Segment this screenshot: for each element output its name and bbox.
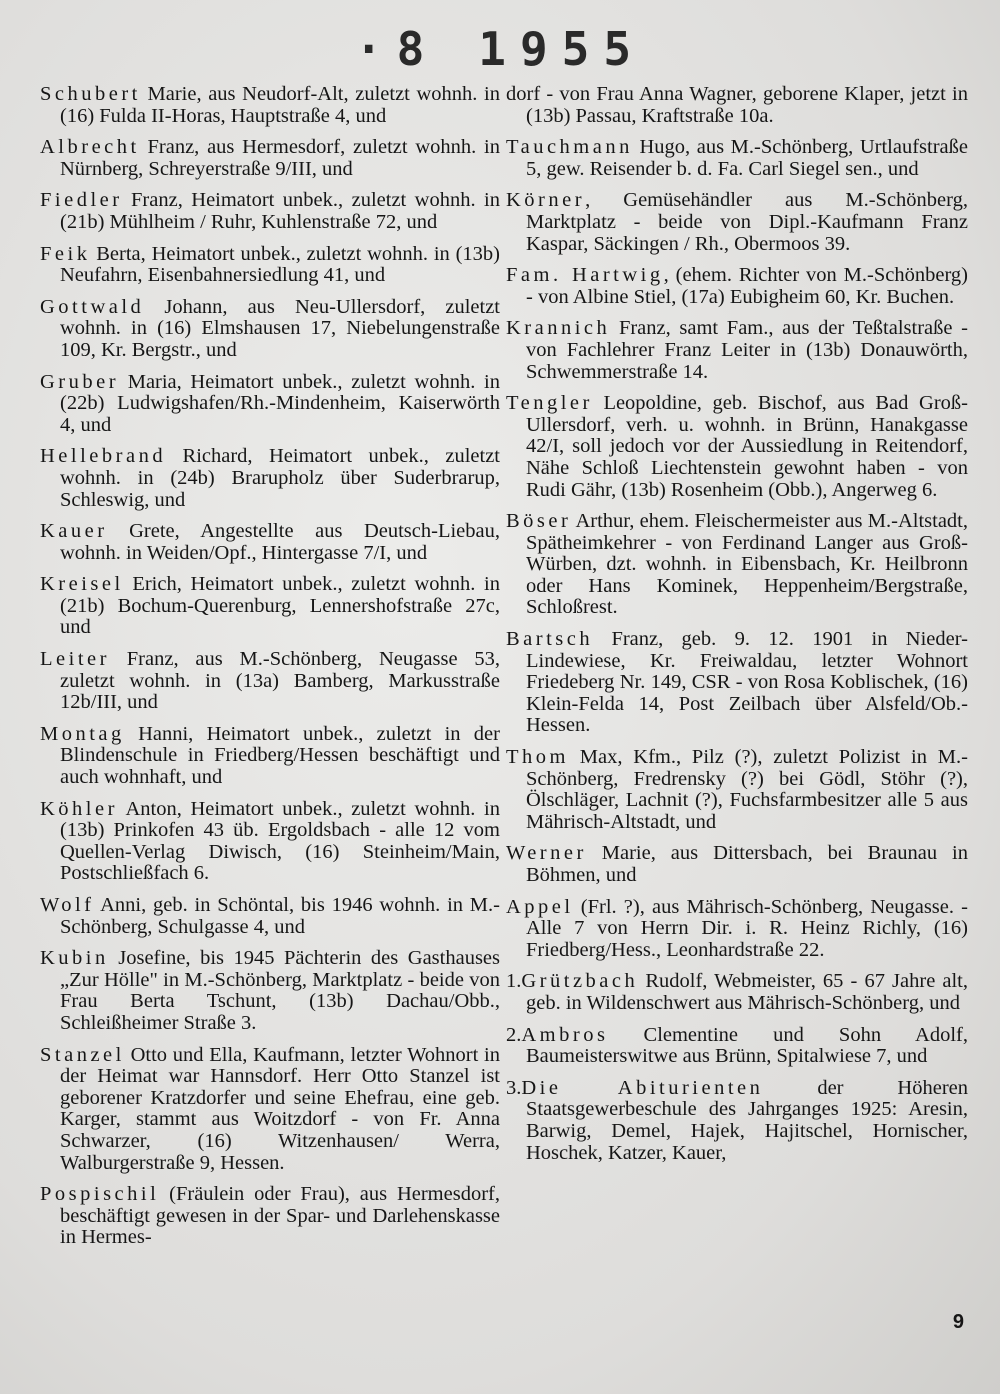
entry-text: Richard, Heimatort unbek., zuletzt wohnh. in (24b) Brarupholz über Suderbrarup, Schleswig, und <box>60 445 500 511</box>
entry-text: (Frl. ?), aus Mährisch-Schönberg, Neugasse. - Alle 7 von Herrn Dir. i. R. Heinz Richly, (16) Friedberg/Hess., Leonhardstraße 22. <box>526 895 968 961</box>
entry-text: Franz, aus M.-Schönberg, Neugasse 53, zuletzt wohnh. in (13a) Bamberg, Markusstraße 12b/III, und <box>60 648 500 714</box>
entry-name: Krannich <box>506 317 611 340</box>
entry-text: Franz, geb. 9. 12. 1901 in Nieder-Lindewiese, Kr. Freiwaldau, letzter Wohnort Friedeberg Nr. 149, CSR - von Rosa Koblischek, (16) Klein-Felda 14, Post Zeilbach über Alsfeld/Ob.-Hessen. <box>526 628 968 737</box>
list-entry <box>40 446 500 511</box>
entry-text: , (ehem. Richter von M.-Schönberg) - von Albine Stiel, (17a) Eubigheim 60, Kr. Buchen. <box>526 264 968 308</box>
entry-text: Josefine, bis 1945 Pächterin des Gasthauses „Zur Hölle" in M.-Schönberg, Marktplatz - beide von Frau Berta Tschunt, (13b) Dachau/Obb., Schleißheimer Straße 3. <box>60 947 500 1034</box>
header-number: ·8 <box>354 22 439 76</box>
entry-name: Böser <box>506 510 572 533</box>
entry-text: Anton, Heimatort unbek., zuletzt wohnh. in (13b) Prinkofen 43 üb. Ergoldsbach - alle 12 vom Quellen-Verlag Diwisch, (16) Steinheim/Main, Postschließfach 6. <box>60 797 500 885</box>
entry-text: Marie, aus Neudorf-Alt, zuletzt wohnh. in (16) Fulda II-Horas, Hauptstraße 4, und <box>60 83 500 127</box>
entry-name: Albrecht <box>40 136 140 159</box>
list-entry <box>506 1078 968 1164</box>
list-entry <box>506 318 968 383</box>
list-entry <box>506 393 968 501</box>
entry-text: Otto und Ella, Kaufmann, letzter Wohnort in der Heimat war Hannsdorf. Herr Otto Stanzel ist geborener Kratzdorfer und seine Ehefrau, eine geb. Karger, stammt aus Woitzdorf - von Fr. Anna Schwarzer, (16) Witzenhausen/ Werra, Walburgerstraße 9, Hessen. <box>60 1043 500 1174</box>
left-column <box>40 84 500 1259</box>
list-entry <box>506 265 968 308</box>
list-entry <box>40 1184 500 1249</box>
entry-name: Kauer <box>40 520 108 543</box>
entry-name: Pospischil <box>40 1183 160 1206</box>
entry-text: Leopoldine, geb. Bischof, aus Bad Groß-Ullersdorf, verh. u. wohnh. in Brünn, Hanakgasse 42/I, soll jedoch vor der Aussiedlung in Reitendorf, Nähe Schloß Liechtenstein gewohnt haben - von Rudi Gähr, (13b) Rosenheim (Obb.), Angerweg 6. <box>526 392 968 501</box>
list-entry <box>40 190 500 233</box>
right-column <box>506 84 968 1174</box>
entry-name: Tauchmann <box>506 136 633 159</box>
list-entry <box>506 137 968 180</box>
list-entry <box>40 84 500 127</box>
entry-text: Hanni, Heimatort unbek., zuletzt in der Blindenschule in Friedberg/Hessen beschäftigt und auch wohnhaft, und <box>60 722 500 789</box>
entry-text: Maria, Heimatort unbek., zuletzt wohnh. in (22b) Ludwigshafen/Rh.-Mindenheim, Kaiserwörth 4, und <box>60 370 500 436</box>
entry-name: Bartsch <box>506 628 594 651</box>
list-entry <box>40 799 500 885</box>
entry-name: Grützbach <box>521 970 639 993</box>
list-entry <box>506 897 968 962</box>
list-entry <box>40 724 500 789</box>
entry-text: der Höheren Staatsgewerbeschule des Jahrganges 1925: Aresin, Barwig, Demel, Hajek, Hajitschel, Hornischer, Hoschek, Katzer, Kauer, <box>526 1076 968 1164</box>
entry-name: Appel <box>506 895 574 918</box>
list-entry <box>40 521 500 564</box>
list-entry <box>506 843 968 886</box>
list-entry <box>40 297 500 362</box>
list-entry <box>40 574 500 639</box>
entry-text: Hugo, aus M.-Schönberg, Urtlaufstraße 5, gew. Reisender b. d. Fa. Carl Siegel sen., und <box>526 136 968 180</box>
entry-text: Johann, aus Neu-Ullersdorf, zuletzt wohnh. in (16) Elmshausen 17, Niebelungenstraße 109, Kr. Bergstr., und <box>60 295 500 361</box>
entry-number: 1. <box>506 970 522 993</box>
entry-text: , Gemüsehändler aus M.-Schönberg, Marktplatz - beide von Dipl.-Kaufmann Franz Kaspar, Säckingen / Rh., Obermoos 39. <box>526 189 968 255</box>
list-entry <box>506 511 968 619</box>
entry-name: Kubin <box>40 947 109 970</box>
list-entry <box>506 84 968 127</box>
list-entry <box>506 190 968 255</box>
entry-name: Ambros <box>521 1023 609 1046</box>
list-entry <box>506 971 968 1014</box>
entry-text: Marie, aus Dittersbach, bei Braunau in Böhmen, und <box>526 842 968 886</box>
entry-text: dorf - von Frau Anna Wagner, geborene Klaper, jetzt in (13b) Passau, Kraftstraße 10a. <box>506 83 968 127</box>
entry-text: Clementine und Sohn Adolf, Baumeisterswitwe aus Brünn, Spitalwiese 7, und <box>526 1023 968 1068</box>
entry-text: Arthur, ehem. Fleischermeister aus M.-Altstadt, Spätheimkehrer - von Ferdinand Langer aus Groß-Würben, dzt. wohnh. in Eibensbach, Kr. Heilbronn oder Hans Kominek, Heppenheim/Bergstraße, Schloßrest. <box>526 510 968 619</box>
entry-name: Tengler <box>506 392 593 415</box>
entry-name: Wolf <box>40 894 95 916</box>
page-number: 9 <box>952 1311 964 1333</box>
entry-number: 3. <box>506 1076 522 1099</box>
entry-name: Gottwald <box>40 295 145 318</box>
list-entry <box>40 948 500 1034</box>
header-year: 1955 <box>478 22 646 76</box>
entry-name: Schubert <box>40 83 141 105</box>
list-entry <box>40 895 500 938</box>
list-entry <box>40 372 500 437</box>
entry-name: Köhler <box>40 797 118 820</box>
entry-name: Fiedler <box>40 189 123 212</box>
list-entry <box>506 629 968 737</box>
entry-name: Gruber <box>40 370 120 393</box>
page-header <box>0 22 1000 76</box>
list-entry <box>40 649 500 714</box>
entry-name: Die Abiturienten <box>521 1076 764 1099</box>
entry-name: Thom <box>506 746 569 769</box>
entry-name: Werner <box>506 842 587 865</box>
entry-name: Leiter <box>40 648 110 671</box>
list-entry <box>506 747 968 833</box>
entry-name: Hellebrand <box>40 445 167 468</box>
entry-number: 2. <box>506 1023 522 1046</box>
list-entry <box>40 137 500 180</box>
entry-text: Franz, Heimatort unbek., zuletzt wohnh. in (21b) Mühlheim / Ruhr, Kuhlenstraße 72, und <box>60 189 500 233</box>
entry-name: Fam. Hartwig <box>506 264 664 287</box>
entry-name: Kreisel <box>40 573 124 596</box>
entry-name: Stanzel <box>40 1043 125 1066</box>
entry-text: Franz, aus Hermesdorf, zuletzt wohnh. in Nürnberg, Schreyerstraße 9/III, und <box>60 136 500 180</box>
list-entry <box>40 1045 500 1175</box>
entry-text: Rudolf, Webmeister, 65 - 67 Jahre alt, geb. in Wildenschwert aus Mährisch-Schönberg, und <box>526 970 968 1014</box>
entry-text: Max, Kfm., Pilz (?), zuletzt Polizist in M.-Schönberg, Fredrensky (?) bei Gödl, Stöhr (?), Ölschläger, Lachnit (?), Fuchsfarmbesitzer alle 5 aus Mährisch-Altstadt, und <box>526 746 968 833</box>
list-entry <box>40 244 500 287</box>
entry-text: Erich, Heimatort unbek., zuletzt wohnh. in (21b) Bochum-Querenburg, Lennershofstraße 27c, und <box>60 573 500 639</box>
entry-text: Franz, samt Fam., aus der Teßtalstraße - von Fachlehrer Franz Leiter in (13b) Donauwörth, Schwemmerstraße 14. <box>526 317 968 383</box>
entry-text: (Fräulein oder Frau), aus Hermesdorf, beschäftigt gewesen in der Spar- und Darlehenskasse in Hermes- <box>60 1183 500 1249</box>
entry-name: Feik <box>40 242 91 265</box>
entry-name: Montag <box>40 722 125 745</box>
entry-name: Körner <box>506 189 586 212</box>
entry-text: Berta, Heimatort unbek., zuletzt wohnh. in (13b) Neufahrn, Eisenbahnersiedlung 41, und <box>60 242 500 287</box>
list-entry <box>506 1025 968 1068</box>
entry-text: Anni, geb. in Schöntal, bis 1946 wohnh. in M.-Schönberg, Schulgasse 4, und <box>60 894 500 938</box>
entry-text: Grete, Angestellte aus Deutsch-Liebau, wohnh. in Weiden/Opf., Hintergasse 7/I, und <box>60 520 500 564</box>
